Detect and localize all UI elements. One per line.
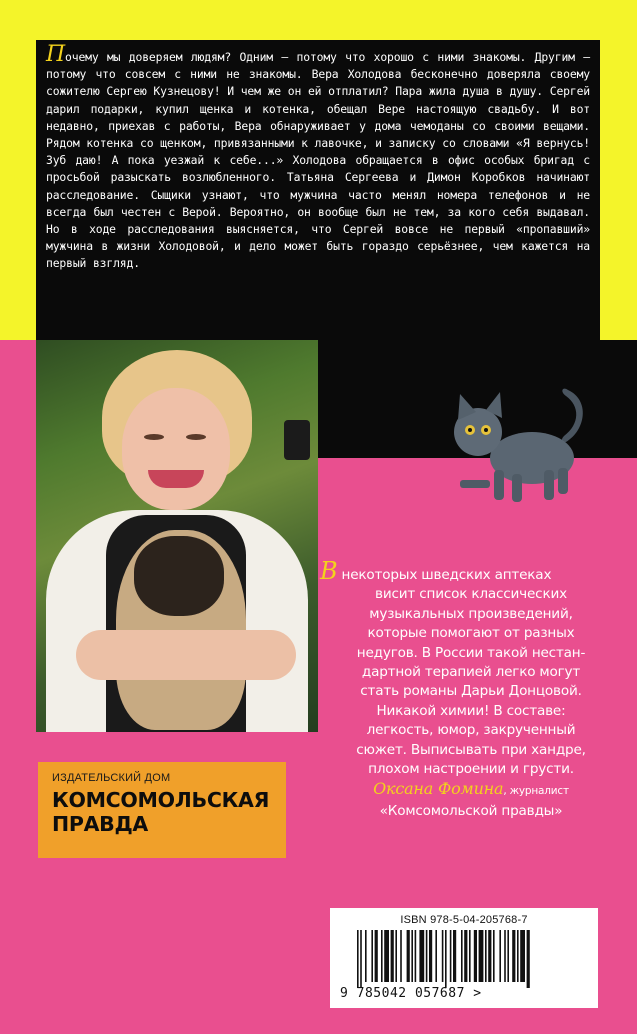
barcode-bar [499,930,501,982]
barcode-bar [517,930,519,982]
quote-line-4: недугов. В России такой нестан- [356,644,586,661]
barcode-bar [395,930,397,982]
face-shape [122,388,230,510]
barcode-bar [411,930,413,982]
barcode-bar [426,930,428,982]
barcode-bar [415,930,417,982]
barcode-bar [419,930,424,982]
barcode-bar [442,930,444,982]
quote-line-7: Никакой химии! В составе: [376,702,566,719]
publisher-name-line2: ПРАВДА [52,812,148,836]
quote-author: Оксана Фомина [373,779,504,799]
barcode-bar [360,930,362,988]
publisher-small-text: ИЗДАТЕЛЬСКИЙ ДОМ [52,772,171,784]
barcode-bar [507,930,509,982]
synopsis-drop-letter: П [46,42,66,67]
barcode-bar [400,930,402,982]
barcode-bar [485,930,487,982]
barcode-bar [435,930,437,982]
review-quote [318,557,624,821]
barcode-bar [357,930,359,988]
publisher-name-line1: КОМСОМОЛЬСКАЯ [52,788,270,812]
barcode-bar [504,930,506,982]
synopsis-body: очему мы доверяем людям? Одним — потому что хорошо с ними знакомы. Другим — потому что совсем с ними не знакомы. Вера Холодова бесконечно доверяла своему сожителю Сергею Кузнецову! И чем же он ей отплатил? Пара жила душа в душу. Сергей дарил подарки, купил щенка и котенка, обещал Вере настоящую свадьбу. И вот недавно, приехав с работы, Вера обнаруживает у дома чемоданы со своими вещами. Рядом котенка со щенком, привязанными к лавочке, и записку со словами «Я вернусь! Зуб даю! А пока уезжай к себе...» Холодова обращается в офис особых бригад с просьбой разыскать возлюбленного. Татьяна Сергеева и Димон Коробков начинают расследование. Сыщики узнают, что мужчина часто менял номера телефонов и не всегда был честен с Верой. Вероятно, он вообще был не тем, за кого себя выдавал. Но в ходе расследования выясняется, что Сергей вовсе не первый «пропавший» мужчина в жизни Холодовой, и дело может быть гораздо серьёзнее, чем кажется на первый взгляд. [46,50,590,271]
barcode-bar [371,930,373,982]
cat-illustration [440,370,590,510]
ean-text: 9 785042 057687 > [340,986,482,1001]
quote-role-line2: «Комсомольской правды» [379,802,563,819]
barcode-bar [512,930,515,982]
author-photo [36,340,318,732]
barcode-bar [391,930,394,982]
quote-line-5: дартной терапией легко могут [361,664,581,681]
quote-line-8: легкость, юмор, закрученный [366,722,576,739]
quote-drop-letter: В [320,557,338,585]
barcode-bar [461,930,463,982]
quote-role: , журналист [503,785,569,798]
quote-line-2: музыкальных произведений, [369,605,573,622]
barcode-bar [527,930,530,988]
barcode-bar [488,930,491,982]
barcode-bar [464,930,467,982]
quote-line-0: некоторых шведских аптеках [337,567,552,583]
barcode-bar [445,930,447,988]
barcode-bar [520,930,525,982]
barcode-bar [479,930,484,982]
lamp-shape [284,420,310,460]
barcode-bar [450,930,452,982]
barcode-bar [384,930,389,982]
barcode-bar [429,930,432,982]
quote-line-6: стать романы Дарьи Донцовой. [360,683,582,700]
barcode-bar [493,930,495,982]
quote-attribution [318,779,624,801]
eye-right-shape [186,434,206,440]
quote-first-line [318,557,624,585]
barcode-area [330,908,598,1008]
barcode-bar [375,930,378,982]
eye-left-shape [144,434,164,440]
barcode-bar [365,930,367,982]
synopsis-box [36,40,600,340]
quote-line-3: которые помогают от разных [367,625,575,642]
barcode-bar [381,930,383,982]
barcode-bars [349,930,579,988]
synopsis-text [46,42,590,273]
pug-face-shape [134,536,224,616]
barcode-bar [469,930,471,982]
barcode-bar [453,930,456,982]
isbn-text: ISBN 978-5-04-205768-7 [400,914,528,926]
quote-line-1: висит список классических [375,586,567,603]
quote-line-10: плохом настроении и грусти. [368,761,574,778]
quote-line-9: сюжет. Выписывать при хандре, [356,741,586,758]
barcode-bar [474,930,477,982]
arm-shape [76,630,296,680]
publisher-logo [38,762,286,858]
barcode-bar [407,930,410,982]
